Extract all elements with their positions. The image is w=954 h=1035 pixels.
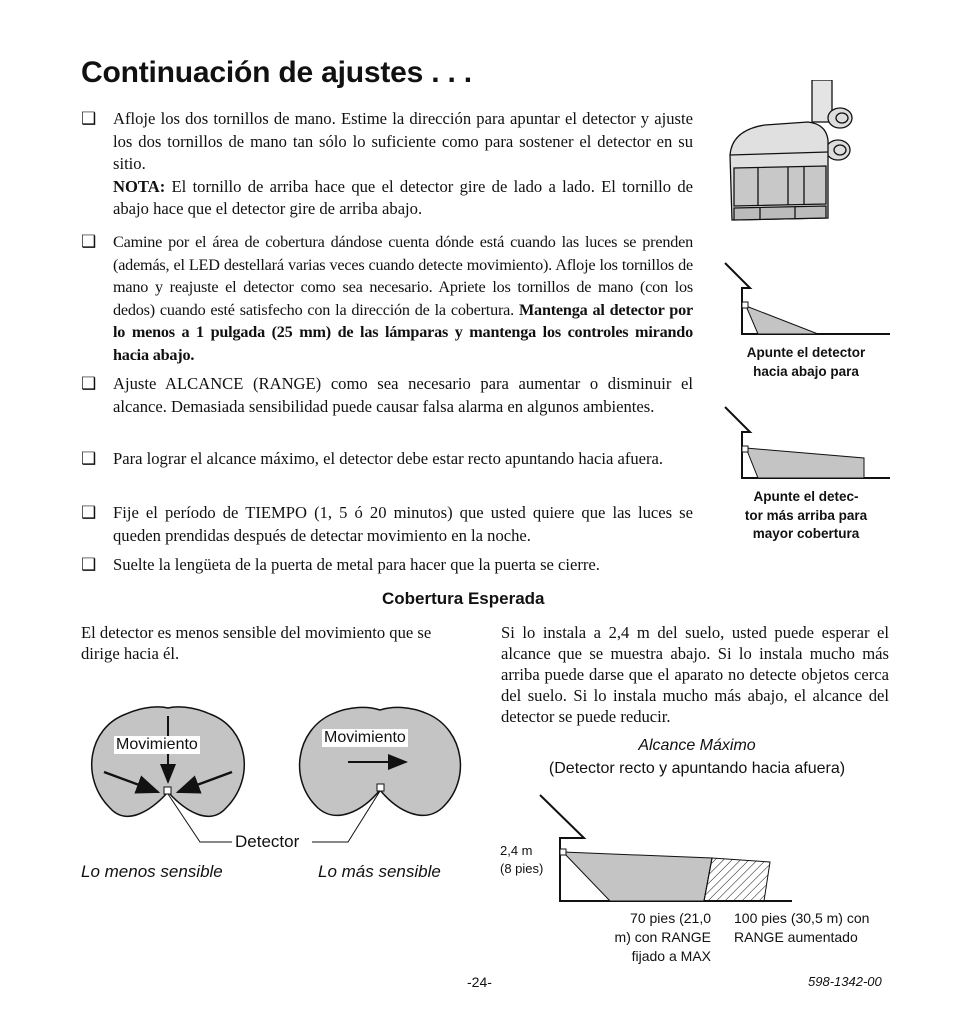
instruction-item-1 bbox=[81, 108, 693, 221]
mount-height-label: 2,4 m (8 pies) bbox=[500, 843, 544, 876]
coverage-right-text: Si lo instala a 2,4 m del suelo, usted puede esperar el alcance que se muestra abajo. Si lo instala mucho más arriba puede darse que el aparato no detecte objetos cerca del suelo. Si lo instala mucho más abajo, el alcance del detector se puede reducir. bbox=[501, 623, 889, 726]
max-range-subtitle: (Detector recto y apuntando hacia afuera) bbox=[548, 760, 846, 777]
detector-label: Detector bbox=[235, 832, 300, 851]
least-sensitive-caption: Lo menos sensible bbox=[81, 862, 223, 881]
motion-sensor-illustration bbox=[720, 80, 860, 230]
aim-down-caption: Apunte el detector hacia abajo para bbox=[746, 345, 866, 379]
instruction-item-4 bbox=[81, 448, 693, 471]
coverage-left-text: El detector es menos sensible del movimiento que se dirige hacia él. bbox=[81, 623, 432, 663]
movement-label-right: Movimiento bbox=[324, 729, 406, 746]
instruction-text: Camine por el área de cobertura dándose cuenta dónde está cuando las luces se prenden (además, el LED destellará varias veces cuando detecte movimiento). Afloje los tornillos de mano y reajuste el detector como sea necesario. Apriete los tornillos de mano (con los dedos) cuando esté satisfecho con la dirección de la cobertura. bbox=[113, 233, 693, 319]
note-label: NOTA: bbox=[113, 176, 166, 196]
instruction-text: Ajuste ALCANCE (RANGE) como sea necesario para aumentar o disminuir el alcance. Demasiada sensibilidad puede causar falsa alarma en algunos ambientes. bbox=[113, 374, 693, 416]
most-sensitive-caption: Lo más sensible bbox=[318, 862, 441, 881]
page-title: Continuación de ajustes . . . bbox=[81, 56, 472, 89]
movement-label-left: Movimiento bbox=[116, 736, 198, 753]
aim-up-caption: Apunte el detec- tor más arriba para mayor cobertura bbox=[744, 489, 868, 541]
instruction-bold-text: Mantenga al detector por lo menos a 1 pulgada (25 mm) de las lámparas y mantenga los controles mirando hacia abajo. bbox=[113, 300, 693, 364]
instruction-text: Fije el período de TIEMPO (1, 5 ó 20 minutos) que usted quiere que las luces se queden prendidas después de detectar movimiento en la noche. bbox=[113, 503, 693, 545]
range-max-label: 70 pies (21,0 m) con RANGE fijado a MAX bbox=[614, 910, 711, 964]
note-text: El tornillo de arriba hace que el detector gire de lado a lado. El tornillo de abajo hace que el detector gire de arriba abajo. bbox=[113, 176, 693, 218]
instruction-item-3 bbox=[81, 373, 693, 418]
page-number: -24- bbox=[467, 974, 492, 990]
aim-up-diagram bbox=[722, 404, 892, 484]
instruction-text: Para lograr el alcance máximo, el detector debe estar recto apuntando hacia afuera. bbox=[113, 449, 664, 468]
instruction-item-2 bbox=[81, 231, 693, 366]
instruction-item-6 bbox=[81, 554, 693, 577]
max-range-title: Alcance Máximo bbox=[638, 737, 756, 754]
aim-down-diagram bbox=[722, 260, 892, 340]
instruction-text: Suelte la lengüeta de la puerta de metal para hacer que la puerta se cierre. bbox=[113, 555, 600, 574]
range-increased-label: 100 pies (30,5 m) con RANGE aumentado bbox=[734, 910, 870, 945]
checkbox-icon: ❑ bbox=[81, 109, 97, 128]
instruction-item-5 bbox=[81, 502, 693, 547]
checkbox-icon: ❑ bbox=[81, 555, 97, 574]
checkbox-icon: ❑ bbox=[81, 449, 97, 468]
max-range-diagram bbox=[530, 790, 800, 910]
checkbox-icon: ❑ bbox=[81, 232, 97, 251]
instruction-text: Afloje los dos tornillos de mano. Estime la dirección para apuntar el detector y ajuste los dos tornillos de mano tan sólo lo suficiente como para sostener el detector en su sitio. bbox=[113, 109, 693, 173]
note bbox=[113, 176, 693, 221]
coverage-heading: Cobertura Esperada bbox=[382, 589, 545, 608]
checkbox-icon: ❑ bbox=[81, 374, 97, 393]
checkbox-icon: ❑ bbox=[81, 503, 97, 522]
document-code: 598-1342-00 bbox=[808, 974, 882, 989]
